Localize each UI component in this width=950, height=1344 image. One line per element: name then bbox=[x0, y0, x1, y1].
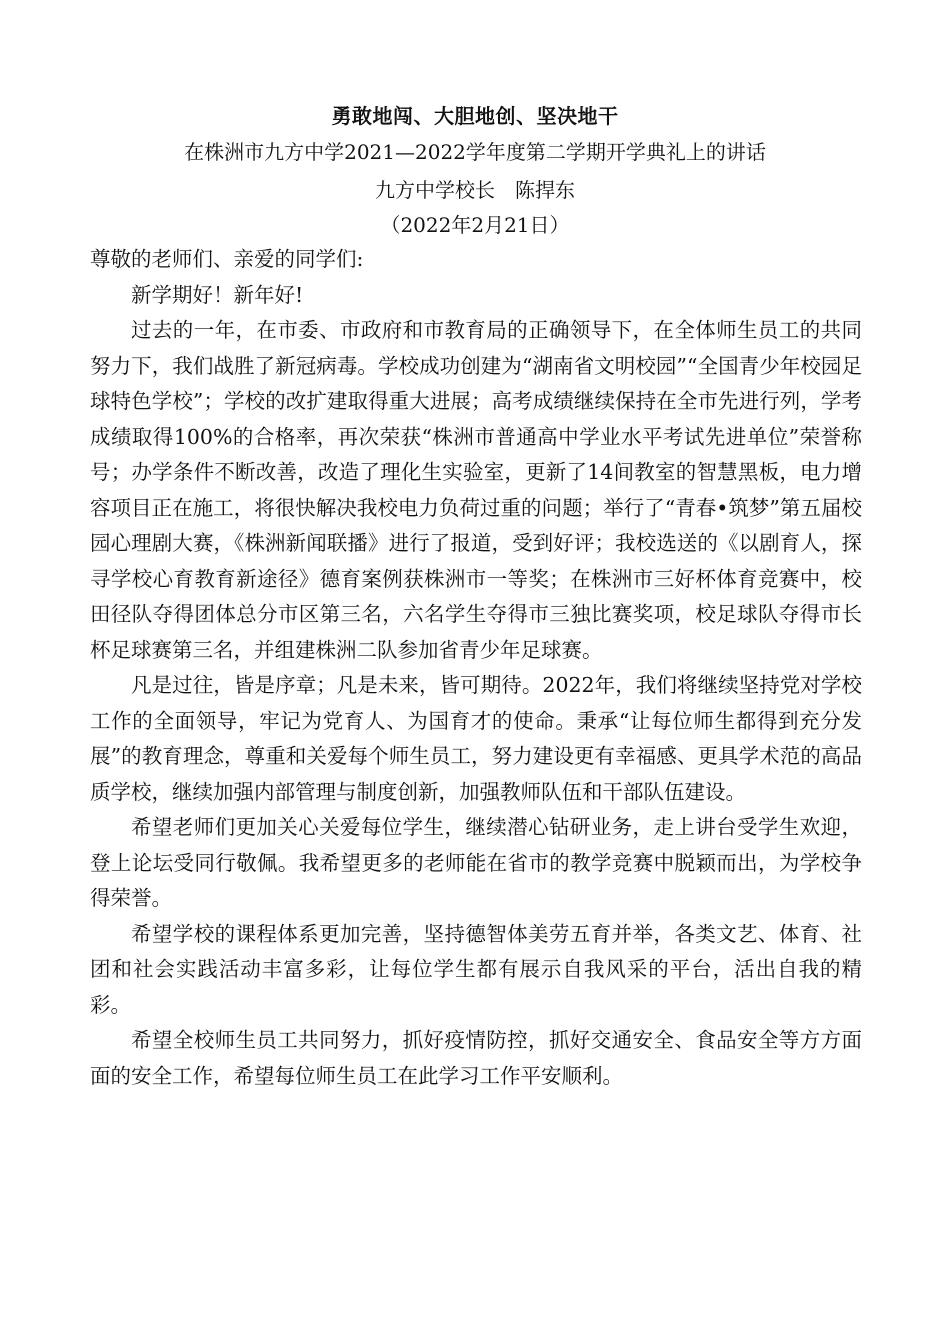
paragraph-teachers: 希望老师们更加关心关爱每位学生，继续潜心钻研业务，走上讲台受学生欢迎，登上论坛受同行敬佩。我希望更多的老师能在省市的教学竞赛中脱颖而出，为学校争得荣誉。 bbox=[90, 815, 862, 910]
speech-title: 勇敢地闯、大胆地创、坚决地干 bbox=[331, 104, 619, 128]
speech-body bbox=[90, 242, 862, 1094]
paragraph-safety: 希望全校师生员工共同努力，抓好疫情防控，抓好交通安全、食品安全等方方面面的安全工作，希望每位师生员工在此学习工作平安顺利。 bbox=[90, 1028, 862, 1088]
paragraph-outlook: 凡是过往，皆是序章；凡是未来，皆可期待。2022年，我们将继续坚持党对学校工作的全面领导，牢记为党育人、为国育才的使命。秉承“让每位师生都得到充分发展”的教育理念，尊重和关爱每个师生员工，努力建设更有幸福感、更具学术范的高品质学校，继续加强内部管理与制度创新，加强教师队伍和干部队伍建设。 bbox=[90, 673, 862, 804]
speech-subtitle: 在株洲市九方中学2021—2022学年度第二学期开学典礼上的讲话 bbox=[184, 140, 766, 164]
paragraph-curriculum: 希望学校的课程体系更加完善，坚持德智体美劳五育并举，各类文艺、体育、社团和社会实践活动丰富多彩，让每位学生都有展示自我风采的平台，活出自我的精彩。 bbox=[90, 921, 862, 1017]
speech-date: （2022年2月21日） bbox=[380, 213, 570, 237]
salutation: 尊敬的老师们、亲爱的同学们: bbox=[90, 247, 364, 271]
paragraph-review: 过去的一年，在市委、市政府和市教育局的正确领导下，在全体师生员工的共同努力下，我们战胜了新冠病毒。学校成功创建为“湖南省文明校园”“全国青少年校园足球特色学校”；学校的改扩建取得重大进展；高考成绩继续保持在全市先进行列，学考成绩取得100%的合格率，再次荣获“株洲市普通高中学业水平考试先进单位”荣誉称号；办学条件不断改善，改造了理化生实验室，更新了14间教室的智慧黑板，电力增容项目正在施工，将很快解决我校电力负荷过重的问题；举行了“青春•筑梦”第五届校园心理剧大赛，《株洲新闻联播》进行了报道，受到好评；我校选送的《以剧育人，探寻学校心育教育新途径》德育案例获株洲市一等奖；在株洲市三好杯体育竞赛中，校田径队夺得团体总分市区第三名，六名学生夺得市三独比赛奖项，校足球队夺得市长杯足球赛第三名，并组建株洲二队参加省青少年足球赛。 bbox=[90, 318, 862, 662]
speech-author: 九方中学校长 陈捍东 bbox=[375, 178, 575, 202]
paragraph-greeting: 新学期好！新年好! bbox=[131, 282, 304, 307]
